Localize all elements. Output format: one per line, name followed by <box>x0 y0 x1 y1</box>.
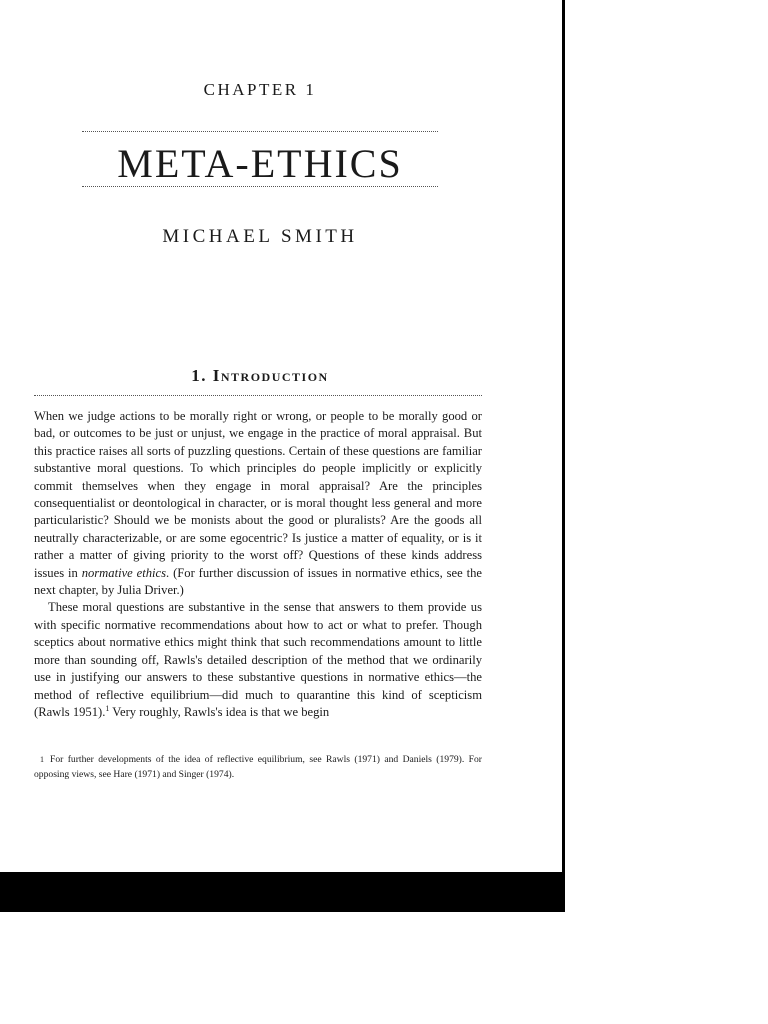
author-name: MICHAEL SMITH <box>162 226 358 247</box>
scan-right-edge <box>562 0 565 912</box>
section-number: 1. <box>191 366 208 385</box>
scan-bottom-band <box>0 872 565 912</box>
footnote <box>34 752 482 782</box>
footnote-reference[interactable]: 1 <box>105 703 110 713</box>
paragraph-1-emphasis: normative ethics <box>81 565 167 580</box>
footnote-marker: 1 <box>40 755 44 764</box>
chapter-title: META-ETHICS <box>117 141 403 186</box>
body-text <box>34 408 482 721</box>
section-rule <box>34 395 482 396</box>
title-bottom-rule <box>82 186 438 187</box>
section-heading <box>0 366 520 386</box>
paragraph-2 <box>34 599 482 721</box>
paragraph-1-text-b: . (For further discussion of issues in normative ethics, see the next chapter, by Julia Driver.) <box>34 565 482 598</box>
paragraph-1-text-a: When we judge actions to be morally right or wrong, or people to be morally good or bad, or outcomes to be just or unjust, we engage in the practice of moral appraisal. But this practice raises all sorts of puzzling questions. Certain of these questions are familiar substantive moral questions. To which principles do people implicitly or explicitly commit themselves when they engage in moral appraisal? Are the principles consequentialist or deontological in character, or is moral thought less general and more particularistic? Should we be monists about the good or pluralists? Are the goods all neutrally characterizable, or are some egocentric? Is justice a matter of equality, or is it rather a matter of giving priority to the worst off? Questions of these kinds address issues in <box>34 409 482 580</box>
section-title: Introduction <box>212 366 329 385</box>
paragraph-1 <box>34 408 482 599</box>
title-top-rule <box>82 131 438 132</box>
paragraph-2-text-b: Very roughly, Rawls's idea is that we begin <box>109 704 330 719</box>
footnote-text: For further developments of the idea of reflective equilibrium, see Rawls (1971) and Daniels (1979). For opposing views, see Hare (1971) and Singer (1974). <box>34 754 482 780</box>
chapter-label: CHAPTER 1 <box>203 80 317 99</box>
paragraph-2-text-a: These moral questions are substantive in the sense that answers to them provide us with specific normative recommendations about how to act or what to prefer. Though sceptics about normative ethics might think that such recommendations amount to little more than sounding off, Rawls's detailed description of the method that we ordinarily use in justifying our answers to these substantive questions in normative ethics—the method of reflective equilibrium—did much to quarantine this kind of scepticism (Rawls 1951). <box>34 600 482 719</box>
